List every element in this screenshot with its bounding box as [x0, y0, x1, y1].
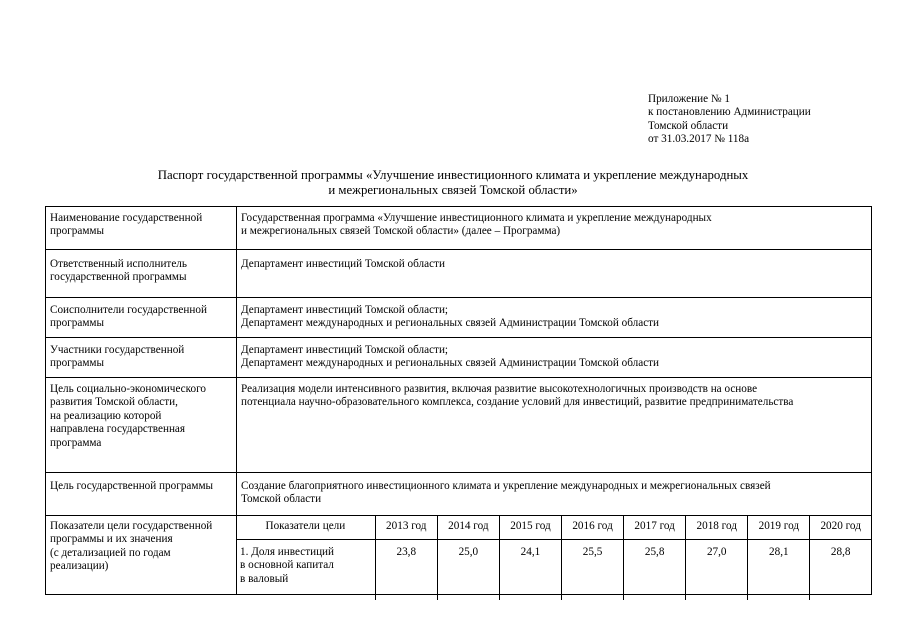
indicator-value: 24,1 [499, 540, 561, 601]
year-header: 2020 год [810, 515, 871, 540]
indicator-value: 28,8 [810, 540, 871, 601]
row-label-participants: Участники государственной программы [50, 344, 185, 370]
row-label-socioeconomic-goal: Цель социально-экономического развития Томской области, на реализацию которой направлена государственная программа [50, 383, 207, 449]
year-header: 2016 год [562, 515, 624, 540]
row-label-responsible-executor: Ответственный исполнитель государственной программы [50, 258, 187, 284]
indicator-name: 1. Доля инвестиций в основной капитал в валовый [236, 540, 375, 601]
row-value-socioeconomic-goal: Реализация модели интенсивного развития, включая развитие высокотехнологичных производств на основе потенциала научно-образовательного комплекса, создание условий для инвестиций, развитие предпринимательства [241, 383, 794, 409]
indicator-value: 25,8 [624, 540, 686, 601]
indicator-row [236, 540, 871, 601]
indicator-value: 23,8 [375, 540, 437, 601]
indicators-header: Показатели цели [236, 515, 375, 540]
appendix-note: Приложение № 1 к постановлению Администрации Томской области от 31.03.2017 № 118а [648, 93, 811, 146]
year-header: 2014 год [437, 515, 499, 540]
indicator-value: 25,5 [562, 540, 624, 601]
year-header: 2017 год [624, 515, 686, 540]
passport-table [45, 206, 872, 595]
row-label-program-goal: Цель государственной программы [50, 480, 214, 492]
row-divider [46, 377, 871, 378]
row-label-goal-indicators: Показатели цели государственной программы и их значения (с детализацией по годам реализации) [50, 520, 213, 573]
document-title: Паспорт государственной программы «Улучшение инвестиционного климата и укрепление международных и межрегиональных связей Томской области» [157, 168, 749, 198]
indicators-header-row [236, 515, 871, 540]
year-header: 2018 год [686, 515, 748, 540]
row-value-participants: Департамент инвестиций Томской области; Департамент международных и региональных связей Администрации Томской области [241, 344, 660, 370]
indicator-value: 28,1 [748, 540, 810, 601]
row-divider [46, 249, 871, 250]
row-value-program-goal: Создание благоприятного инвестиционного климата и укрепление международных и межрегиональных связей Томской области [241, 480, 771, 506]
indicator-value: 25,0 [437, 540, 499, 601]
row-value-co-executors: Департамент инвестиций Томской области; Департамент международных и региональных связей Администрации Томской области [241, 304, 660, 330]
indicator-value: 27,0 [686, 540, 748, 601]
year-header: 2019 год [748, 515, 810, 540]
row-divider [46, 337, 871, 338]
row-divider [46, 297, 871, 298]
year-header: 2015 год [499, 515, 561, 540]
row-label-program-name: Наименование государственной программы [50, 212, 203, 238]
row-divider [46, 472, 871, 473]
year-header: 2013 год [375, 515, 437, 540]
row-value-program-name: Государственная программа «Улучшение инвестиционного климата и укрепление международных и межрегиональных связей Томской области» (далее – Программа) [241, 212, 712, 238]
row-value-responsible-executor: Департамент инвестиций Томской области [241, 258, 445, 270]
row-label-co-executors: Соисполнители государственной программы [50, 304, 207, 330]
indicators-table [236, 515, 871, 594]
